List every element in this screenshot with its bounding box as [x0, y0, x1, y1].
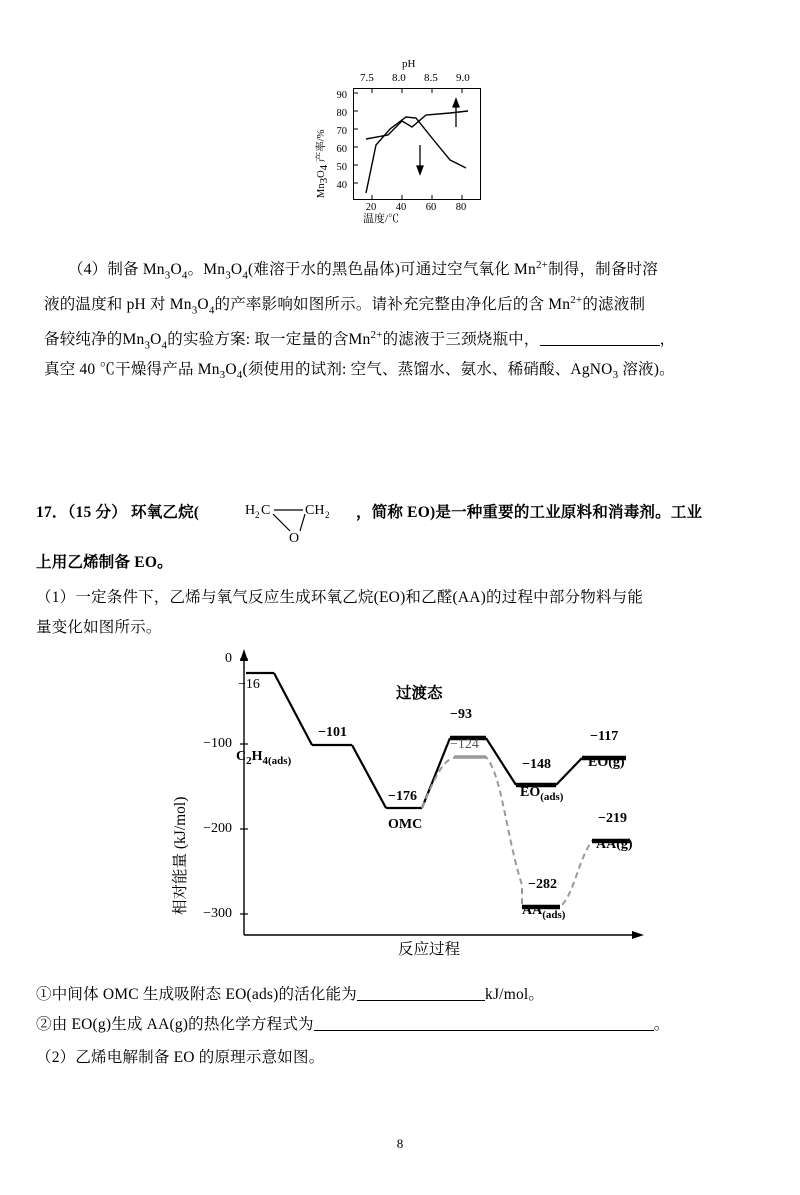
svg-text:CH: CH [305, 503, 325, 518]
chart2-label-eog-val: −117 [590, 729, 619, 744]
epoxyethane-structure [243, 498, 353, 544]
chart2-ytick-300: −300 [203, 906, 232, 921]
mn3o4-yield-chart [305, 58, 495, 233]
chart1-y-axis-label: Mn3O4 产率/% [316, 129, 331, 198]
chart1-xtick-80: 80 [455, 202, 467, 213]
chart1-ytick-60: 60 [336, 144, 347, 155]
chart1-x-axis-label: 温度/℃ [363, 213, 400, 225]
q16-line-3: 备较纯净的$Mn_3O_4$的实验方案: 取一定量的含$Mn^{2+}$的滤液于三颈烧瓶中， ， [44, 329, 676, 352]
svg-text:2: 2 [255, 510, 260, 520]
q17-heading-line2: 上用乙烯制备 EO。 [36, 554, 173, 571]
svg-text:O: O [289, 531, 300, 544]
chart2-label-eog-name: EO(g) [588, 755, 625, 770]
q17-item-1: ①中间体 OMC 生成吸附态 EO(ads)的活化能为 kJ/mol。 [36, 986, 545, 1003]
ph-tick-0: 7.5 [360, 72, 374, 84]
ph-tick-1: 8.0 [392, 72, 406, 84]
q17-heading-prefix: 17．（15 分） 环氧乙烷( [36, 504, 200, 521]
chart1-ytick-90: 90 [336, 90, 347, 101]
chart2-label-aag-name: AA(g) [596, 837, 633, 852]
chart1-plot-area [353, 88, 481, 200]
ph-tick-2: 8.5 [424, 72, 438, 84]
chart2-label-aaads-val: −282 [528, 877, 557, 892]
page-number: 8 [396, 1136, 404, 1151]
answer-blank-2[interactable] [357, 985, 485, 1001]
chart1-xtick-20: 20 [365, 202, 377, 213]
ph-tick-3: 9.0 [456, 72, 470, 84]
chart2-label-eoads-name: $EO_{(ads)}$ [520, 785, 564, 803]
chart2-x-axis-label: 反应过程 [398, 941, 461, 958]
chart1-ytick-70: 70 [336, 126, 347, 137]
chart2-label-ts2: −124 [450, 737, 479, 752]
q17-sub1-line2: 量变化如图所示。 [36, 619, 162, 636]
q17-sub1-line1: （1）一定条件下，乙烯与氧气反应生成环氧乙烷(EO)和乙醛(AA)的过程中部分物料与能 [36, 589, 644, 606]
answer-blank-3[interactable] [314, 1015, 654, 1031]
chart2-label-omc-val: −176 [388, 789, 417, 804]
q16-line-4: 真空 40 ℃干燥得产品 $Mn_3O_4$(须使用的试剂: 空气、蒸馏水、氨水、稀硝酸、AgNO$_3$ 溶液)。 [44, 361, 675, 382]
chart2-label-ts1: −93 [450, 707, 472, 722]
answer-blank-1[interactable] [540, 330, 660, 346]
q16-line-1: （4）制备 $Mn_3O_4$。$Mn_3O_4$(难溶于水的黑色晶体)可通过空气氧化 $Mn^{2+}$制得，制备时溶 [68, 259, 658, 282]
chart2-label-aaads-name: $AA_{(ads)}$ [522, 903, 566, 921]
chart2-label-aag-val: −219 [598, 811, 627, 826]
chart2-label-omc-name: OMC [388, 817, 423, 832]
chart2-label-c2h4-val: −101 [318, 725, 347, 740]
q17-heading-suffix: ，简称 EO)是一种重要的工业原料和消毒剂。工业 [356, 504, 703, 521]
chart2-ytick-200: −200 [203, 821, 232, 836]
chart2-y-axis-label: 相对能量 (kJ/mol) [172, 796, 189, 915]
svg-text:H: H [245, 503, 256, 518]
q17-item-2: ②由 EO(g)生成 AA(g)的热化学方程式为 。 [36, 1016, 670, 1033]
chart2-ytick-0: 0 [225, 651, 232, 666]
chart1-ytick-80: 80 [336, 108, 347, 119]
chart1-curves [354, 89, 480, 199]
svg-text:2: 2 [325, 510, 330, 520]
q16-line-2: 液的温度和 pH 对 $Mn_3O_4$的产率影响如图所示。请补充完整由净化后的含 $Mn^{2+}$的滤液制 [44, 294, 646, 317]
chart2-label-c2h4-name: $C_2H_{4(ads)}$ [236, 749, 292, 767]
chart1-xtick-60: 60 [425, 202, 437, 213]
energy-profile-chart [150, 645, 670, 975]
chart1-ytick-40: 40 [336, 180, 347, 191]
chart2-ytick-100: −100 [203, 736, 232, 751]
q17-sub2: （2）乙烯电解制备 EO 的原理示意如图。 [36, 1049, 325, 1066]
chart1-top-axis-title: pH [402, 58, 416, 70]
chart1-xtick-40: 40 [395, 202, 407, 213]
chart2-label-transition: 过渡态 [396, 685, 443, 702]
chart1-ytick-50: 50 [336, 162, 347, 173]
svg-text:C: C [261, 503, 271, 518]
chart2-plot [234, 645, 654, 945]
chart2-label-start: −16 [238, 677, 260, 692]
chart2-label-eoads-val: −148 [522, 757, 551, 772]
